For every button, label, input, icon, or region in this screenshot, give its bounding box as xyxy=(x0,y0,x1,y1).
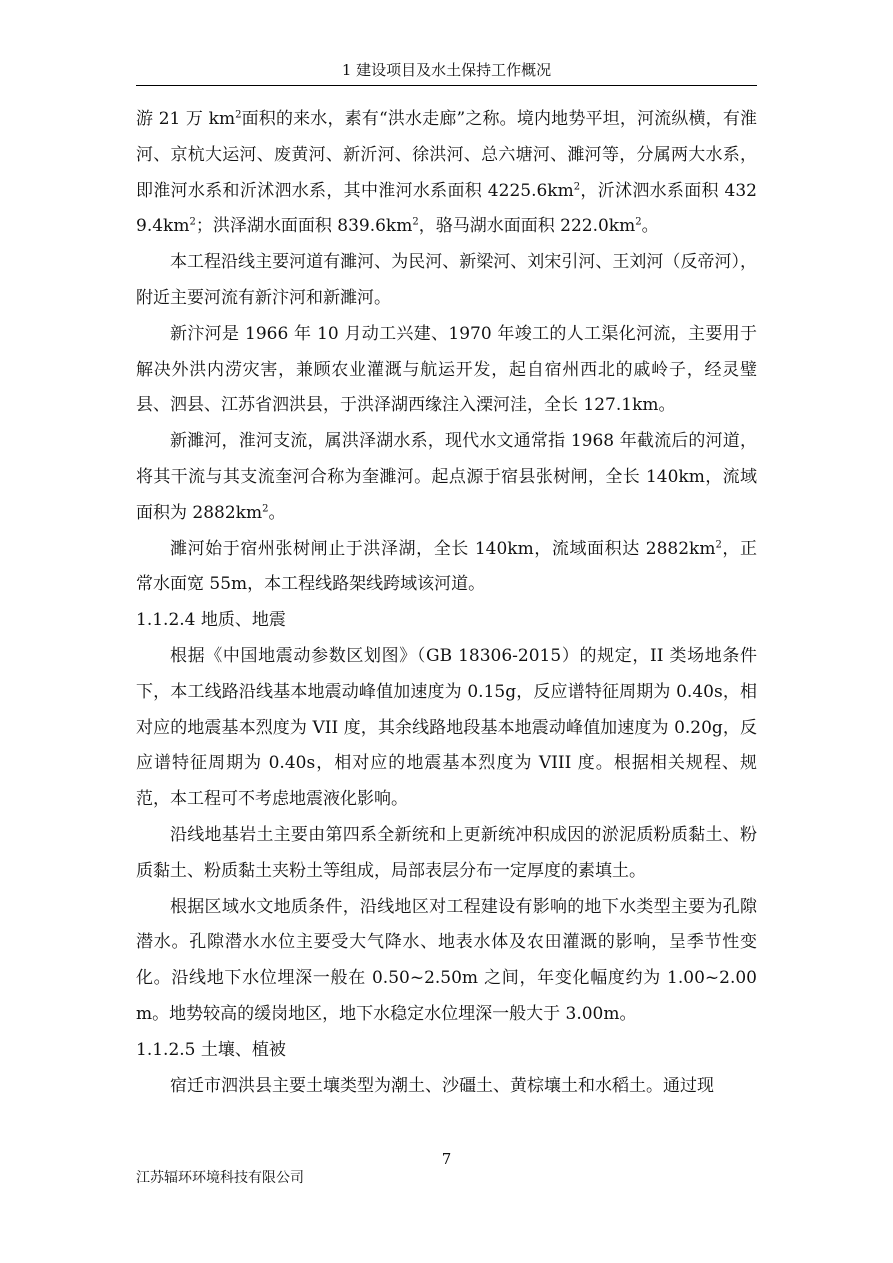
paragraph xyxy=(136,890,757,1033)
section-heading xyxy=(136,1033,757,1069)
superscript: 2 xyxy=(635,216,642,228)
footer-company: 江苏辐环环境科技有限公司 xyxy=(136,1170,304,1186)
superscript: 2 xyxy=(715,538,722,550)
text-run: 宿迁市泗洪县主要土壤类型为潮土、沙礓土、黄棕壤土和水稻土。通过现 xyxy=(170,1075,714,1096)
paragraph xyxy=(136,818,757,890)
text-run: 新濉河，淮河支流，属洪泽湖水系，现代水文通常指 1968 年截流后的河道，将其干流与其支流奎河合称为奎濉河。起点源于宿县张树闸，全长 140km，流域面积为 2882km xyxy=(136,431,757,523)
body-text xyxy=(136,102,757,1104)
text-run: 本工程沿线主要河道有濉河、为民河、新梁河、刘宋引河、王刘河（反帝河），附近主要河流有新汴河和新濉河。 xyxy=(136,252,757,308)
paragraph xyxy=(136,424,757,531)
paragraph xyxy=(136,1069,757,1105)
superscript: 2 xyxy=(189,216,196,228)
page-number: 7 xyxy=(441,1150,452,1168)
text-run: 1.1.2.4 地质、地震 xyxy=(136,610,286,631)
text-run: 沿线地基岩土主要由第四系全新统和上更新统冲积成因的淤泥质粉质黏土、粉质黏土、粉质黏土夹粉土等组成，局部表层分布一定厚度的素填土。 xyxy=(136,824,757,881)
text-run: 。 xyxy=(268,502,286,523)
text-run: 1.1.2.5 土壤、植被 xyxy=(136,1039,286,1060)
text-run: 面积的来水，素有“洪水走廊”之称。境内地势平坦，河流纵横，有淮河、京杭大运河、废黄河、新沂河、徐洪河、总六塘河、濉河等，分属两大水系，即淮河水系和沂沭泗水系，其中淮河水系面积 4225.6km xyxy=(136,109,757,201)
text-run: ，沂沭泗水系面积 4329.4km xyxy=(136,180,757,237)
header-rule xyxy=(136,85,757,86)
text-run: 根据《中国地震动参数区划图》（GB 18306-2015）的规定，II 类场地条件下，本工线路沿线基本地震动峰值加速度为 0.15g，反应谱特征周期为 0.40s，相对应的地震基本烈度为 VII 度，其余线路地段基本地震动峰值加速度为 0.20g，反应谱特征周期为 0.40s，相对应的地震基本烈度为 VIII 度。根据相关规程、规范，本工程可不考虑地震液化影响。 xyxy=(136,645,757,810)
text-run: ，骆马湖水面面积 222.0km xyxy=(418,216,636,237)
text-run: 。 xyxy=(641,216,659,237)
text-run: 根据区域水文地质条件，沿线地区对工程建设有影响的地下水类型主要为孔隙潜水。孔隙潜水水位主要受大气降水、地表水体及农田灌溉的影响，呈季节性变化。沿线地下水位埋深一般在 0.50~2.50m 之间，年变化幅度约为 1.00~2.00m。地势较高的缓岗地区，地下水稳定水位埋深一般大于 3.00m。 xyxy=(136,896,757,1024)
section-heading xyxy=(136,603,757,639)
paragraph xyxy=(136,102,757,245)
text-run: ；洪泽湖水面面积 839.6km xyxy=(195,216,413,237)
text-run: 濉河始于宿州张树闸止于洪泽湖，全长 140km，流域面积达 2882km xyxy=(170,538,716,559)
superscript: 2 xyxy=(412,216,419,228)
text-run: 游 21 万 km xyxy=(136,109,236,129)
page-header-title: 1 建设项目及水土保持工作概况 xyxy=(341,61,552,79)
superscript: 2 xyxy=(235,109,242,121)
paragraph xyxy=(136,639,757,818)
paragraph xyxy=(136,532,757,604)
paragraph xyxy=(136,245,757,317)
text-run: 新汴河是 1966 年 10 月动工兴建、1970 年竣工的人工渠化河流，主要用于解决外洪内涝灾害，兼顾农业灌溉与航运开发，起自宿州西北的戚岭子，经灵璧县、泗县、江苏省泗洪县，于洪泽湖西缘注入溧河洼，全长 127.1km。 xyxy=(136,323,757,416)
text-run: ，正常水面宽 55m，本工程线路架线跨域该河道。 xyxy=(136,538,757,595)
superscript: 2 xyxy=(573,180,581,192)
paragraph xyxy=(136,317,757,424)
superscript: 2 xyxy=(262,503,269,515)
